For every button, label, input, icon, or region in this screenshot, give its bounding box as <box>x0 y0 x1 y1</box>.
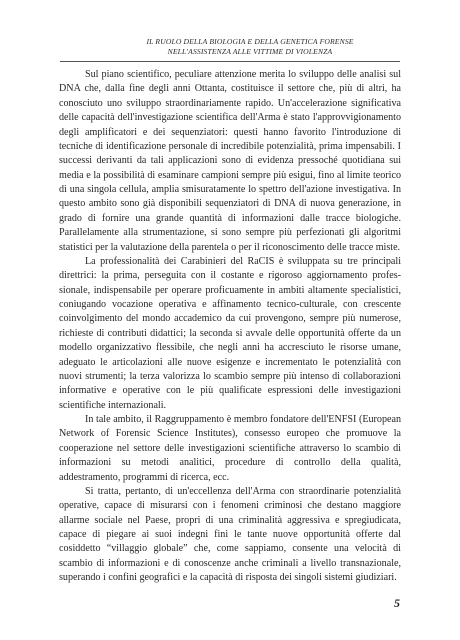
header-rule <box>60 61 400 62</box>
page-number: 5 <box>394 596 400 610</box>
paragraph: In tale ambito, il Raggruppamento è membro fondatore dell'ENFSI (European Network of Forensic Science Institutes), consesso europeo che promuove la cooperazione nel settore delle investigazioni scientifiche attraverso lo scambio di informazioni su metodi analitici, procedure di controllo della qualità, addestramento, programmi di ricerca, ecc. <box>59 414 401 483</box>
paragraph: Si tratta, pertanto, di un'eccellenza dell'Arma con straordinarie potenzialità operative, capace di misurarsi con i fenomeni criminosi che destano maggiore allarme sociale nel Paese, propri di una criminalità aggressiva e spregiudicata, capace di piegare ai suoi indegni fini le tante nuove opportunità offerte dal cosiddetto “villaggio globale” che, come sappiamo, consente una velocità di scambio di informazioni e di conoscenze anche criminali a livello transnazionale, superando i confini geografici e la capacità di risposta dei singoli sistemi giudiziari. <box>59 485 401 584</box>
paragraph: La professionalità dei Carabinieri del RaCIS è sviluppata su tre principali direttrici: la prima, perseguita con il costante e rigoroso aggiornamento professionale, indispensabile per operare proficuamente in ambiti altamente specialistici, coniugando vocazione operativa e affinamento tecnico-culturale, con crescente coinvolgimento del mondo accademico da cui provengono, sempre più numerose, richieste di contributi didattici; la seconda si avvale delle opportunità offerte da un modello organizzativo flessibile, che negli anni ha accresciuto le risorse umane, adeguato le articolazioni alle nuove esigenze e incrementato le potenzialità con nuovi strumenti; la terza valorizza lo scambio sempre più intenso di collaborazioni informative e operative con le più qualificate espressioni delle investigazioni scientifiche internazionali. <box>59 255 401 411</box>
running-header <box>90 37 410 57</box>
paragraph: Sul piano scientifico, peculiare attenzione merita lo sviluppo delle analisi sul DNA che, dalla fine degli anni Ottanta, costituisce il settore che, più di altri, ha conosciuto uno sviluppo straordinariamente rapido. Un'accelerazione significativa delle capacità dell'investigazione scientifica dell'Arma è stato l'approvvigionamento degli amplificatori e dei sequenziatori: questi hanno favorito l'introduzione di tecniche di identificazione personale di incredibile potenzialità, prima impensabili. I successi derivanti da tali applicazioni sono di evidenza pressoché quotidiana sui media e la possibilità di esaminare campioni sempre più esigui, fino al limite teorico di una singola cellula, amplia smisuratamente lo spettro dell'azione investigativa. In questo ambito sono già disponibili sequenziatori di DNA di nuova generazione, in grado di fornire una grande quantità di informazioni dalle tracce biologiche. Parallelamente alla strumentazione, si sono sempre più perfezionati gli algoritmi statistici per la valutazione della parentela o per il riconoscimento delle tracce miste. <box>59 69 401 253</box>
running-header-line-2: NELL'ASSISTENZA ALLE VITTIME DI VIOLENZA <box>167 47 333 56</box>
running-header-line-1: IL RUOLO DELLA BIOLOGIA E DELLA GENETICA FORENSE <box>146 37 354 46</box>
body-text <box>59 68 401 586</box>
